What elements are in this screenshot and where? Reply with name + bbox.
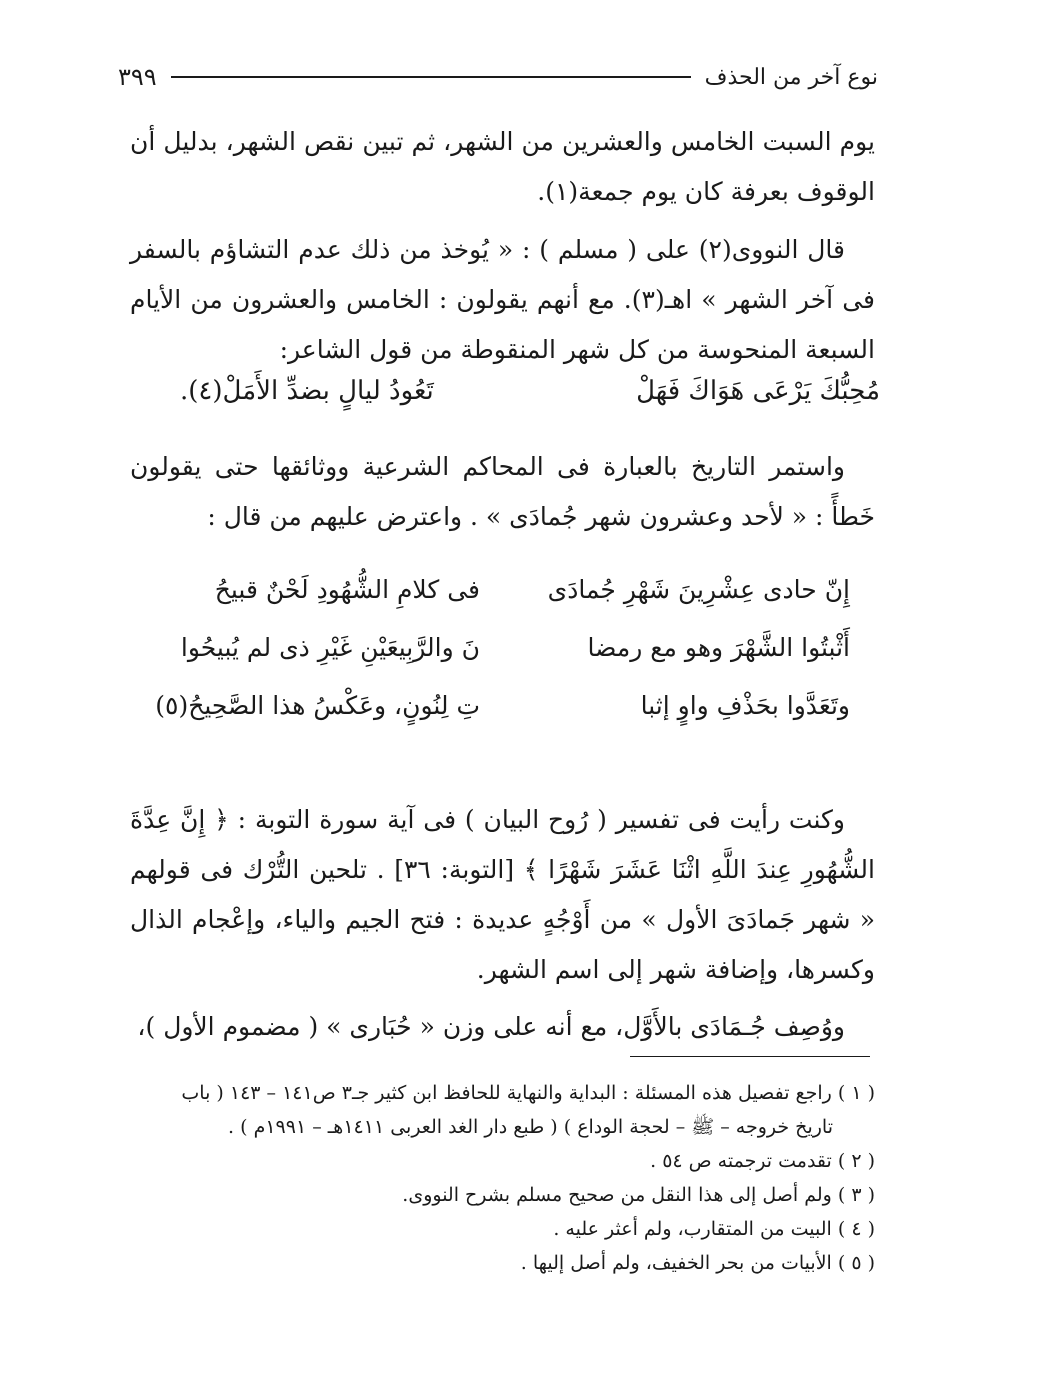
footnote-1-continued: تاريخ خروجه – ﷺ – لحجة الوداع ) ( طبع دار الغد العربى ١٤١١هـ – ١٩٩١م ) .: [228, 1116, 833, 1138]
header-rule: [171, 76, 691, 78]
poem-hemistich-left: تِ لِنُونٍ، وعَكْسُ هذا الصَّحِيحُ(٥): [155, 691, 480, 720]
running-header: [118, 55, 878, 99]
poem-hemistich-left: فى كلامِ الشُّهُودِ لَحْنٌ قبيحُ: [214, 575, 480, 604]
poem-hemistich-right: إِنّ حادى عِشْرِينَ شَهْرِ جُمادَى: [547, 575, 850, 604]
poem-hemistich-right: وتَعَدَّوا بحَذْفِ واوٍ إثبا: [640, 691, 850, 720]
poem-line: [130, 575, 875, 633]
page-number: ٣٩٩: [118, 63, 157, 91]
paragraph-3: واستمر التاريخ بالعبارة فى المحاكم الشرعية ووثائقها حتى يقولون خَطأً : « لأحد وعشرون شهر جُمادَى » . واعترض عليهم من قال :: [130, 452, 875, 531]
footnote-5: ( ٥ ) الأبيات من بحر الخفيف، ولم أصل إليها .: [520, 1252, 875, 1274]
verse-hemistich-second: تَعُودُ ليالٍ بضدِّ الأَمَلْ(٤).: [180, 376, 434, 406]
footnote-2: ( ٢ ) تقدمت ترجمته ص ٥٤ .: [650, 1150, 875, 1172]
footnote-3: ( ٣ ) ولم أصل إلى هذا النقل من صحيح مسلم بشرح النووى.: [402, 1184, 875, 1206]
paragraph-4: وكنت رأيت فى تفسير ( رُوح البيان ) فى آية سورة التوبة : ﴿ إِنَّ عِدَّةَ الشُّهُورِ عِندَ اللَّهِ اثْنَا عَشَرَ شَهْرًا ﴾ [التوبة: ٣٦] . تلحين التُّرْك فى قولهم « شهر جَمادَىَ الأول » من أَوْجُهٍ عديدة : فتح الجيم والياء، وإعْجام الذال وكسرها، وإضافة شهر إلى اسم الشهر.: [130, 805, 875, 984]
paragraph-2: قال النووى(٢) على ( مسلم ) : « يُوخذ من ذلك عدم التشاؤم بالسفر فى آخر الشهر » اهـ(٣). مع أنهم يقولون : الخامس والعشرون من الأيام السبعة المنحوسة من كل شهر المنقوطة من قول الشاعر:: [130, 235, 875, 364]
footnote-4: ( ٤ ) البيت من المتقارب، ولم أعثر عليه .: [553, 1218, 875, 1240]
poem-line: [130, 633, 875, 691]
chapter-title: نوع آخر من الحذف: [704, 64, 878, 90]
poem-hemistich-right: أَثْبتُوا الشَّهْرَ وهو مع رمضا: [587, 633, 850, 662]
poem-line: [130, 691, 875, 749]
verse-hemistich-first: مُحِبُّكَ يَرْعَى هَوَاكَ فَهَلْ: [636, 376, 880, 406]
verse-single: [180, 376, 880, 426]
footnote-1: ( ١ ) راجع تفصيل هذه المسئلة : البداية والنهاية للحافظ ابن كثير جـ٣ ص١٤١ – ١٤٣ ( باب: [181, 1082, 875, 1104]
paragraph-1: يوم السبت الخامس والعشرين من الشهر، ثم تبين نقص الشهر، بدليل أن الوقوف بعرفة كان يوم جمعة(١).: [130, 127, 875, 206]
footnote-separator: [630, 1056, 870, 1057]
paragraph-5: ووُصِف جُـمَادَى بالأَوَّل، مع أنه على وزن « حُبَارى » ( مضموم الأول )،: [137, 1012, 845, 1041]
poem-block: [130, 575, 875, 749]
poem-hemistich-left: نَ والرَّبِيعَيْنِ غَيْرِ ذى لم يُبيحُوا: [180, 633, 480, 662]
footnotes: [130, 1076, 875, 1280]
